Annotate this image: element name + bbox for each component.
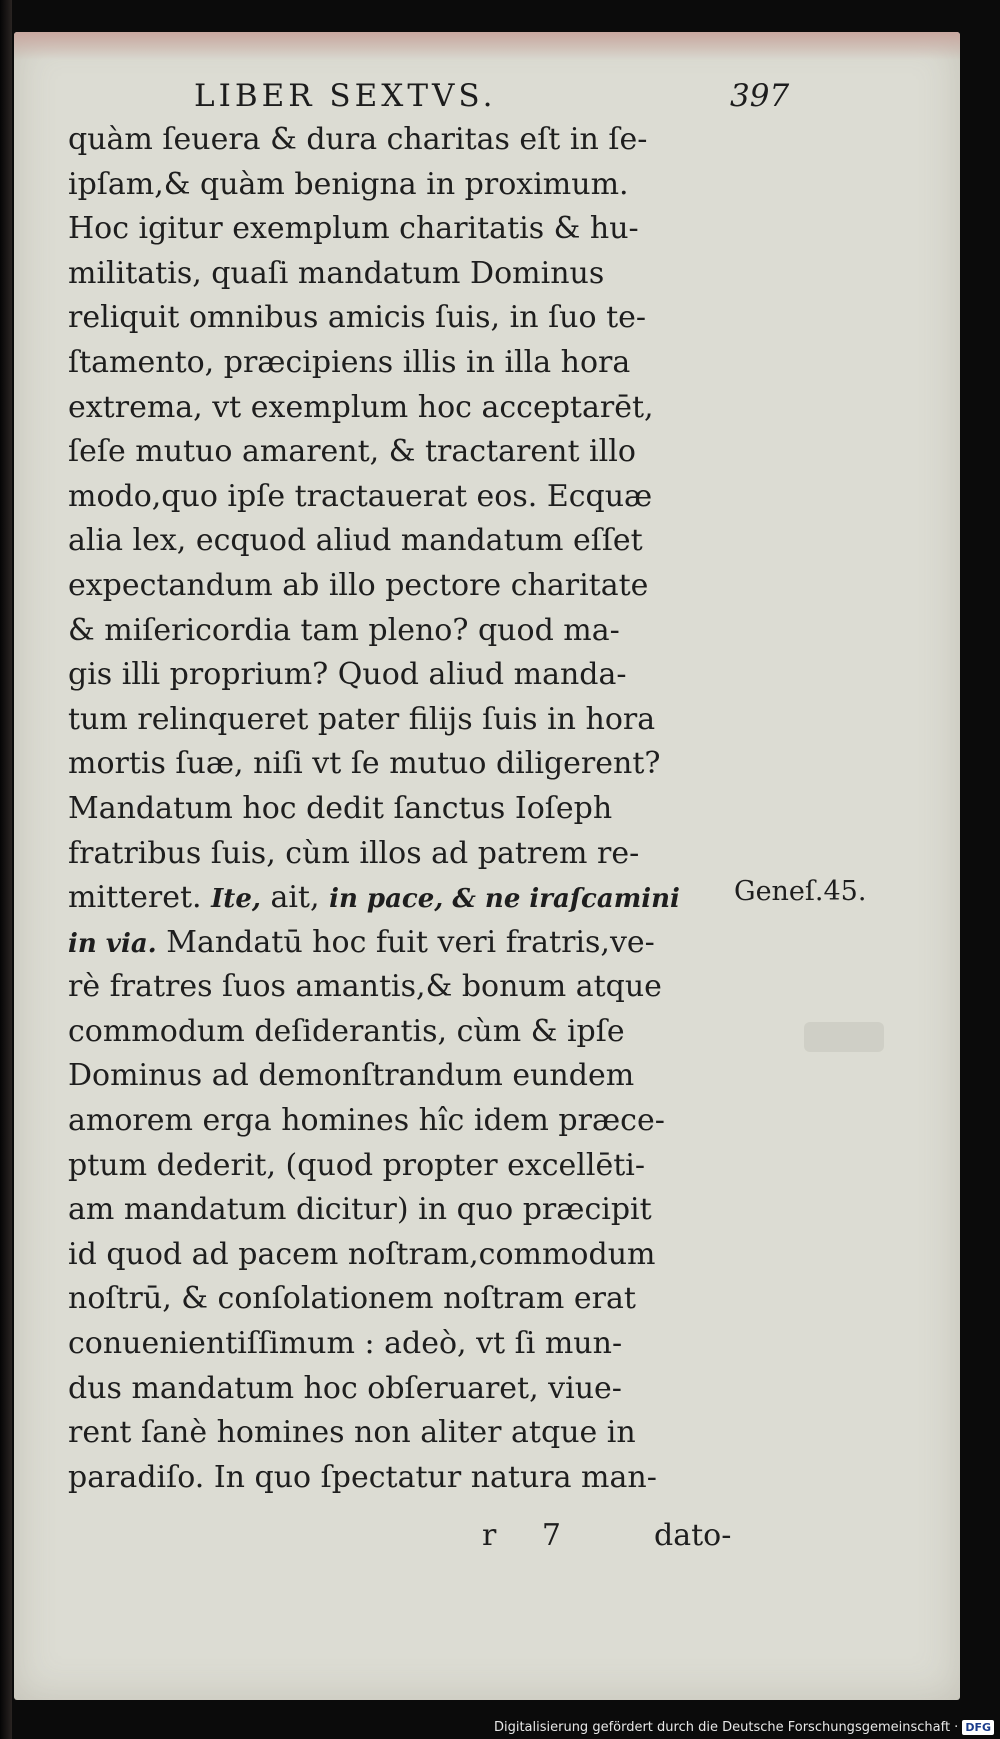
italic-quotation: in pace, & ne iraſcamini xyxy=(329,884,680,915)
marginal-reference: Geneſ.45. xyxy=(734,876,867,907)
book-page xyxy=(14,32,960,1700)
signature-mark: r 7 xyxy=(482,1518,579,1553)
text-line: alia lex, ecquod aliud mandatum eſſet xyxy=(68,523,643,559)
text-line: amorem erga homines hîc idem præce- xyxy=(68,1103,665,1139)
text-segment: mitteret. xyxy=(68,880,212,916)
body-text xyxy=(68,118,756,1500)
text-line: & miſericordia tam pleno? quod ma- xyxy=(68,612,620,648)
text-line: Mandatum hoc dedit ſanctus Ioſeph xyxy=(68,790,613,826)
book-edge xyxy=(0,0,12,1739)
text-line-with-quotation xyxy=(68,876,756,921)
text-line: mortis ſuæ, niſi vt ſe mutuo diligerent? xyxy=(68,746,661,782)
text-line: extrema, vt exemplum hoc acceptarēt, xyxy=(68,389,654,425)
running-head: LIBER SEXTVS. xyxy=(194,78,497,114)
text-line: commodum deſiderantis, cùm & ipſe xyxy=(68,1013,625,1049)
text-segment: Mandatū hoc fuit veri fratris,ve- xyxy=(156,924,655,960)
text-line: rent ſanè homines non aliter atque in xyxy=(68,1415,636,1451)
text-line: dus mandatum hoc obſeruaret, viue- xyxy=(68,1370,622,1406)
italic-quotation: Ite, xyxy=(211,884,261,915)
text-line: Hoc igitur exemplum charitatis & hu- xyxy=(68,211,639,247)
text-line: reliquit omnibus amicis ſuis, in ſuo te- xyxy=(68,300,647,336)
text-line: rè fratres ſuos amantis,& bonum atque xyxy=(68,969,662,1005)
text-line: gis illi proprium? Quod aliud manda- xyxy=(68,657,627,693)
credit-text: Digitalisierung gefördert durch die Deutsche Forschungsgemeinschaft · xyxy=(493,1720,959,1735)
dfg-logo-icon: DFG xyxy=(962,1720,994,1735)
page-discoloration xyxy=(14,32,960,60)
text-line: ipſam,& quàm benigna in proximum. xyxy=(68,166,629,202)
text-line: id quod ad pacem noſtram,commodum xyxy=(68,1236,656,1272)
show-through-mark xyxy=(804,1022,884,1052)
text-line: paradiſo. In quo ſpectatur natura man- xyxy=(68,1459,657,1495)
text-line: tum relinqueret pater filijs ſuis in hora xyxy=(68,701,656,737)
text-line: am mandatum dicitur) in quo præcipit xyxy=(68,1192,652,1228)
text-line: conuenientiſſimum : adeò, vt ſi mun- xyxy=(68,1326,623,1362)
text-line: ſeſe mutuo amarent, & tractarent illo xyxy=(68,434,636,470)
digitization-credit xyxy=(494,1720,994,1735)
text-line: Dominus ad demonſtrandum eundem xyxy=(68,1058,635,1094)
text-line: modo,quo ipſe tractauerat eos. Ecquæ xyxy=(68,478,653,514)
text-line: militatis, quaſi mandatum Dominus xyxy=(68,255,605,291)
text-line: fratribus ſuis, cùm illos ad patrem re- xyxy=(68,835,640,871)
text-segment: ait, xyxy=(260,880,330,916)
text-line: ptum dederit, (quod propter excellēti- xyxy=(68,1147,646,1183)
italic-quotation: in via. xyxy=(68,928,157,959)
text-line: noſtrū, & conſolationem noſtram erat xyxy=(68,1281,636,1317)
text-line: quàm ſeuera & dura charitas eſt in ſe- xyxy=(68,122,648,157)
catchword: dato- xyxy=(654,1518,732,1553)
text-line: expectandum ab illo pectore charitate xyxy=(68,567,649,603)
text-line: ſtamento, præcipiens illis in illa hora xyxy=(68,344,631,380)
text-line-with-quotation xyxy=(68,921,756,966)
page-number: 397 xyxy=(730,78,790,114)
